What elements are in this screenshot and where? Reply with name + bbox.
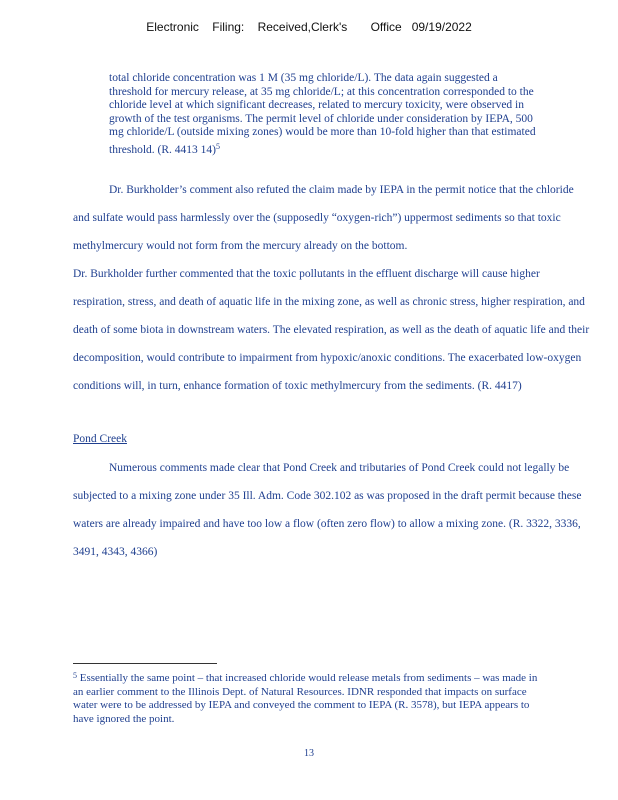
filing-stamp-header: Electronic Filing: Received,Clerk's Office 09/19/2022 [146,20,472,34]
paragraph-burkholder-refuted: Dr. Burkholder’s comment also refuted the claim made by IEPA in the permit notice that the chloride and sulfate would pass harmlessly over the (supposedly “oxygen-rich”) uppermost sediments so that toxic methylmercury would not form from the mercury already on the bottom. [73,184,574,252]
footnote-divider [73,663,217,664]
page-number: 13 [304,748,314,759]
footnote-text: Essentially the same point – that increased chloride would release metals from sediments – was made in an earlier comment to the Illinois Dept. of Natural Resources. IDNR responded that impacts on surface water were to be addressed by IEPA and conveyed the comment to IEPA (R. 3578), but IEPA appears to have ignored the point. [73,672,538,725]
body-paragraphs [73,176,593,400]
footnote-number: 5 [73,671,77,680]
footnote-reference: 5 [216,141,221,151]
block-quote-body: total chloride concentration was 1 M (35 mg chloride/L). The data again suggested a threshold for mercury release, at 35 mg chloride/L; at this concentration corresponded to the chloride level at which significant decreases, related to mercury toxicity, were observed in growth of the test organisms. The permit level of chloride under consideration by IEPA, 500 mg chloride/L (outside mixing zones) would be more than 10-fold higher than that estimated threshold. (R. 4413 14) [109,72,536,156]
section-heading-pond-creek: Pond Creek [73,433,127,445]
paragraph-burkholder-further: Dr. Burkholder further commented that the toxic pollutants in the effluent discharge will cause higher respiration, stress, and death of aquatic life in the mixing zone, as well as chronic stress, higher respiration, and death of some biota in downstream waters. The elevated respiration, as well as the death of aquatic life and their decomposition, would contribute to impairment from hypoxic/anoxic conditions. The exacerbated low-oxygen conditions will, in turn, enhance formation of toxic methylmercury from the sediments. (R. 4417) [73,268,590,392]
footnote [73,669,548,726]
paragraph-pond-creek: Numerous comments made clear that Pond Creek and tributaries of Pond Creek could not legally be subjected to a mixing zone under 35 Ill. Adm. Code 302.102 as was proposed in the draft permit because these waters are already impaired and have too low a flow (often zero flow) to allow a mixing zone. (R. 3322, 3336, 3491, 4343, 4366) [73,462,582,558]
pond-creek-section [73,454,593,566]
block-quote-text [109,72,539,157]
block-quote [109,72,539,157]
